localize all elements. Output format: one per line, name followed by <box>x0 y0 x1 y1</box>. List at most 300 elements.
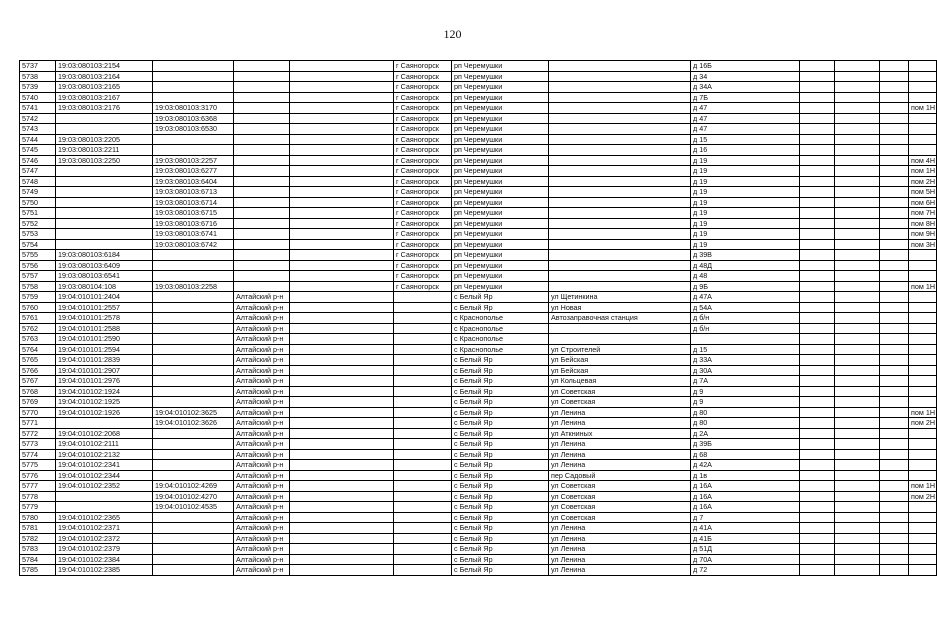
premises-cell: пом 6Н <box>909 197 937 208</box>
house-cell: д 42А <box>691 460 800 471</box>
table-row <box>20 82 937 93</box>
col-10-cell <box>835 145 880 156</box>
col-11-cell <box>880 554 909 565</box>
house-cell: д 19 <box>691 229 800 240</box>
row-number-cell: 5759 <box>20 292 56 303</box>
settlement-cell: с Краснополье <box>452 323 549 334</box>
district-cell <box>234 92 290 103</box>
district-cell <box>234 239 290 250</box>
col-11-cell <box>880 229 909 240</box>
col-10-cell <box>835 166 880 177</box>
city-cell <box>394 460 452 471</box>
house-cell <box>691 334 800 345</box>
street-cell <box>549 271 691 282</box>
col-4-cell <box>290 355 394 366</box>
col-11-cell <box>880 481 909 492</box>
row-number-cell: 5760 <box>20 302 56 313</box>
linked-cadastral-number-cell <box>153 355 234 366</box>
col-10-cell <box>835 281 880 292</box>
city-cell <box>394 397 452 408</box>
col-4-cell <box>290 407 394 418</box>
col-10-cell <box>835 208 880 219</box>
col-10-cell <box>835 397 880 408</box>
linked-cadastral-number-cell <box>153 61 234 72</box>
cadastral-number-cell <box>56 197 153 208</box>
col-9-cell <box>800 82 835 93</box>
cadastral-number-cell: 19:04:010101:2557 <box>56 302 153 313</box>
city-cell: г Саяногорск <box>394 82 452 93</box>
col-10-cell <box>835 544 880 555</box>
col-11-cell <box>880 145 909 156</box>
linked-cadastral-number-cell <box>153 271 234 282</box>
district-cell <box>234 208 290 219</box>
city-cell <box>394 449 452 460</box>
linked-cadastral-number-cell <box>153 313 234 324</box>
col-10-cell <box>835 355 880 366</box>
house-cell: д 33А <box>691 355 800 366</box>
settlement-cell: с Белый Яр <box>452 386 549 397</box>
linked-cadastral-number-cell <box>153 565 234 576</box>
col-9-cell <box>800 565 835 576</box>
col-4-cell <box>290 376 394 387</box>
col-10-cell <box>835 533 880 544</box>
cadastral-number-cell: 19:04:010101:2404 <box>56 292 153 303</box>
col-11-cell <box>880 460 909 471</box>
table-row <box>20 71 937 82</box>
col-10-cell <box>835 113 880 124</box>
row-number-cell: 5773 <box>20 439 56 450</box>
col-11-cell <box>880 208 909 219</box>
street-cell: ул Ленина <box>549 439 691 450</box>
city-cell <box>394 407 452 418</box>
premises-cell: пом 1Н <box>909 407 937 418</box>
street-cell: ул Ленина <box>549 565 691 576</box>
table-row <box>20 218 937 229</box>
col-4-cell <box>290 365 394 376</box>
linked-cadastral-number-cell <box>153 533 234 544</box>
street-cell: ул Бейская <box>549 355 691 366</box>
row-number-cell: 5757 <box>20 271 56 282</box>
col-10-cell <box>835 365 880 376</box>
linked-cadastral-number-cell <box>153 470 234 481</box>
city-cell <box>394 439 452 450</box>
cadastral-number-cell: 19:03:080103:2164 <box>56 71 153 82</box>
linked-cadastral-number-cell <box>153 376 234 387</box>
linked-cadastral-number-cell: 19:03:080103:2257 <box>153 155 234 166</box>
street-cell: ул Ленина <box>549 449 691 460</box>
settlement-cell: рп Черемушки <box>452 103 549 114</box>
district-cell <box>234 103 290 114</box>
premises-cell: пом 1Н <box>909 481 937 492</box>
district-cell <box>234 260 290 271</box>
premises-cell: пом 8Н <box>909 218 937 229</box>
cadastral-number-cell: 19:04:010101:2578 <box>56 313 153 324</box>
house-cell: д 54А <box>691 302 800 313</box>
linked-cadastral-number-cell: 19:03:080103:6404 <box>153 176 234 187</box>
linked-cadastral-number-cell: 19:03:080103:3170 <box>153 103 234 114</box>
cadastral-number-cell: 19:03:080103:6541 <box>56 271 153 282</box>
col-4-cell <box>290 449 394 460</box>
linked-cadastral-number-cell <box>153 145 234 156</box>
premises-cell <box>909 71 937 82</box>
cadastral-number-cell: 19:04:010101:2594 <box>56 344 153 355</box>
district-cell: Алтайский р-н <box>234 365 290 376</box>
col-4-cell <box>290 250 394 261</box>
cadastral-number-cell <box>56 166 153 177</box>
city-cell <box>394 428 452 439</box>
col-9-cell <box>800 218 835 229</box>
col-4-cell <box>290 292 394 303</box>
col-9-cell <box>800 197 835 208</box>
settlement-cell: с Белый Яр <box>452 502 549 513</box>
row-number-cell: 5764 <box>20 344 56 355</box>
col-9-cell <box>800 271 835 282</box>
house-cell: д 16А <box>691 491 800 502</box>
street-cell: ул Ленина <box>549 544 691 555</box>
cadastral-number-cell: 19:04:010102:1924 <box>56 386 153 397</box>
cadastral-number-cell: 19:04:010102:2132 <box>56 449 153 460</box>
settlement-cell: рп Черемушки <box>452 155 549 166</box>
table-row <box>20 565 937 576</box>
street-cell <box>549 61 691 72</box>
settlement-cell: с Белый Яр <box>452 491 549 502</box>
district-cell: Алтайский р-н <box>234 554 290 565</box>
settlement-cell: рп Черемушки <box>452 92 549 103</box>
table-body <box>20 61 937 576</box>
table-row <box>20 302 937 313</box>
table-row <box>20 376 937 387</box>
premises-cell: пом 2Н <box>909 418 937 429</box>
linked-cadastral-number-cell <box>153 250 234 261</box>
city-cell: г Саяногорск <box>394 155 452 166</box>
district-cell <box>234 218 290 229</box>
district-cell: Алтайский р-н <box>234 460 290 471</box>
linked-cadastral-number-cell: 19:03:080103:6741 <box>153 229 234 240</box>
premises-cell: пом 9Н <box>909 229 937 240</box>
premises-cell <box>909 313 937 324</box>
street-cell: ул Ленина <box>549 407 691 418</box>
row-number-cell: 5777 <box>20 481 56 492</box>
col-9-cell <box>800 292 835 303</box>
district-cell <box>234 71 290 82</box>
col-11-cell <box>880 292 909 303</box>
district-cell <box>234 281 290 292</box>
city-cell: г Саяногорск <box>394 229 452 240</box>
premises-cell <box>909 523 937 534</box>
col-10-cell <box>835 260 880 271</box>
house-cell: д 19 <box>691 208 800 219</box>
table-row <box>20 418 937 429</box>
table-row <box>20 397 937 408</box>
table-row <box>20 386 937 397</box>
premises-cell: пом 2Н <box>909 491 937 502</box>
linked-cadastral-number-cell <box>153 292 234 303</box>
premises-cell <box>909 554 937 565</box>
col-4-cell <box>290 470 394 481</box>
settlement-cell: рп Черемушки <box>452 166 549 177</box>
cadastral-number-cell: 19:04:010101:2907 <box>56 365 153 376</box>
settlement-cell: рп Черемушки <box>452 271 549 282</box>
col-4-cell <box>290 145 394 156</box>
district-cell: Алтайский р-н <box>234 344 290 355</box>
house-cell: д 72 <box>691 565 800 576</box>
street-cell: ул Ленина <box>549 533 691 544</box>
city-cell: г Саяногорск <box>394 239 452 250</box>
col-10-cell <box>835 481 880 492</box>
col-9-cell <box>800 334 835 345</box>
premises-cell: пом 1Н <box>909 103 937 114</box>
premises-cell <box>909 271 937 282</box>
premises-cell <box>909 344 937 355</box>
linked-cadastral-number-cell: 19:04:010102:4535 <box>153 502 234 513</box>
city-cell: г Саяногорск <box>394 113 452 124</box>
premises-cell <box>909 260 937 271</box>
col-10-cell <box>835 124 880 135</box>
col-4-cell <box>290 418 394 429</box>
street-cell: ул Ленина <box>549 523 691 534</box>
col-9-cell <box>800 71 835 82</box>
col-4-cell <box>290 334 394 345</box>
col-11-cell <box>880 428 909 439</box>
col-4-cell <box>290 271 394 282</box>
table-row <box>20 355 937 366</box>
house-cell: д б/н <box>691 323 800 334</box>
row-number-cell: 5781 <box>20 523 56 534</box>
col-9-cell <box>800 397 835 408</box>
cadastral-number-cell: 19:03:080103:2154 <box>56 61 153 72</box>
district-cell: Алтайский р-н <box>234 302 290 313</box>
settlement-cell: рп Черемушки <box>452 239 549 250</box>
cadastral-number-cell: 19:04:010102:1925 <box>56 397 153 408</box>
district-cell <box>234 187 290 198</box>
col-11-cell <box>880 565 909 576</box>
street-cell: ул Советская <box>549 386 691 397</box>
col-4-cell <box>290 512 394 523</box>
settlement-cell: рп Черемушки <box>452 281 549 292</box>
col-9-cell <box>800 281 835 292</box>
premises-cell <box>909 82 937 93</box>
col-4-cell <box>290 260 394 271</box>
col-4-cell <box>290 460 394 471</box>
street-cell <box>549 134 691 145</box>
col-4-cell <box>290 428 394 439</box>
row-number-cell: 5774 <box>20 449 56 460</box>
table-row <box>20 250 937 261</box>
district-cell: Алтайский р-н <box>234 439 290 450</box>
table-row <box>20 533 937 544</box>
col-4-cell <box>290 208 394 219</box>
table-row <box>20 407 937 418</box>
cadastral-number-cell: 19:04:010102:2365 <box>56 512 153 523</box>
col-11-cell <box>880 134 909 145</box>
premises-cell: пом 4Н <box>909 155 937 166</box>
col-11-cell <box>880 491 909 502</box>
city-cell <box>394 365 452 376</box>
premises-cell <box>909 302 937 313</box>
district-cell: Алтайский р-н <box>234 386 290 397</box>
house-cell: д 19 <box>691 239 800 250</box>
row-number-cell: 5770 <box>20 407 56 418</box>
col-10-cell <box>835 460 880 471</box>
cadastral-number-cell: 19:04:010101:2590 <box>56 334 153 345</box>
district-cell: Алтайский р-н <box>234 355 290 366</box>
col-11-cell <box>880 281 909 292</box>
linked-cadastral-number-cell: 19:04:010102:4270 <box>153 491 234 502</box>
table-row <box>20 344 937 355</box>
cadastral-number-cell: 19:04:010102:2068 <box>56 428 153 439</box>
settlement-cell: с Белый Яр <box>452 544 549 555</box>
table-row <box>20 176 937 187</box>
premises-cell <box>909 533 937 544</box>
district-cell: Алтайский р-н <box>234 523 290 534</box>
house-cell: д 70А <box>691 554 800 565</box>
settlement-cell: с Белый Яр <box>452 565 549 576</box>
col-4-cell <box>290 302 394 313</box>
col-11-cell <box>880 103 909 114</box>
settlement-cell: с Белый Яр <box>452 292 549 303</box>
settlement-cell: с Белый Яр <box>452 428 549 439</box>
city-cell: г Саяногорск <box>394 250 452 261</box>
house-cell: д 41Б <box>691 533 800 544</box>
house-cell: д 19 <box>691 197 800 208</box>
settlement-cell: рп Черемушки <box>452 124 549 135</box>
col-9-cell <box>800 92 835 103</box>
street-cell: ул Советская <box>549 512 691 523</box>
street-cell <box>549 187 691 198</box>
col-11-cell <box>880 365 909 376</box>
house-cell: д 39В <box>691 250 800 261</box>
city-cell: г Саяногорск <box>394 166 452 177</box>
street-cell: ул Советская <box>549 502 691 513</box>
district-cell <box>234 155 290 166</box>
linked-cadastral-number-cell <box>153 92 234 103</box>
house-cell: д 19 <box>691 218 800 229</box>
row-number-cell: 5784 <box>20 554 56 565</box>
col-10-cell <box>835 229 880 240</box>
settlement-cell: с Белый Яр <box>452 418 549 429</box>
street-cell <box>549 239 691 250</box>
row-number-cell: 5785 <box>20 565 56 576</box>
row-number-cell: 5769 <box>20 397 56 408</box>
col-11-cell <box>880 166 909 177</box>
district-cell <box>234 61 290 72</box>
col-10-cell <box>835 292 880 303</box>
col-9-cell <box>800 470 835 481</box>
cadastral-number-cell <box>56 239 153 250</box>
table-row <box>20 292 937 303</box>
city-cell: г Саяногорск <box>394 176 452 187</box>
linked-cadastral-number-cell <box>153 512 234 523</box>
settlement-cell: рп Черемушки <box>452 208 549 219</box>
table-row <box>20 208 937 219</box>
street-cell: ул Новая <box>549 302 691 313</box>
street-cell <box>549 145 691 156</box>
col-11-cell <box>880 92 909 103</box>
street-cell <box>549 103 691 114</box>
district-cell <box>234 145 290 156</box>
linked-cadastral-number-cell <box>153 260 234 271</box>
col-10-cell <box>835 491 880 502</box>
row-number-cell: 5739 <box>20 82 56 93</box>
col-11-cell <box>880 397 909 408</box>
col-9-cell <box>800 155 835 166</box>
house-cell: д 9 <box>691 397 800 408</box>
row-number-cell: 5755 <box>20 250 56 261</box>
premises-cell <box>909 376 937 387</box>
street-cell: ул Бейская <box>549 365 691 376</box>
settlement-cell: с Краснополье <box>452 313 549 324</box>
district-cell <box>234 229 290 240</box>
row-number-cell: 5765 <box>20 355 56 366</box>
street-cell: ул Ленина <box>549 554 691 565</box>
col-4-cell <box>290 502 394 513</box>
row-number-cell: 5776 <box>20 470 56 481</box>
col-11-cell <box>880 439 909 450</box>
street-cell <box>549 323 691 334</box>
col-10-cell <box>835 302 880 313</box>
city-cell: г Саяногорск <box>394 92 452 103</box>
street-cell: Автозаправочная станция <box>549 313 691 324</box>
city-cell: г Саяногорск <box>394 71 452 82</box>
linked-cadastral-number-cell <box>153 397 234 408</box>
district-cell: Алтайский р-н <box>234 407 290 418</box>
premises-cell <box>909 544 937 555</box>
house-cell: д 47 <box>691 124 800 135</box>
house-cell: д 68 <box>691 449 800 460</box>
linked-cadastral-number-cell: 19:03:080103:6742 <box>153 239 234 250</box>
row-number-cell: 5754 <box>20 239 56 250</box>
col-10-cell <box>835 470 880 481</box>
street-cell <box>549 124 691 135</box>
col-9-cell <box>800 523 835 534</box>
house-cell: д 19 <box>691 166 800 177</box>
cadastral-number-cell: 19:04:010102:1926 <box>56 407 153 418</box>
col-9-cell <box>800 481 835 492</box>
house-cell: д 39Б <box>691 439 800 450</box>
district-cell: Алтайский р-н <box>234 449 290 460</box>
cadastral-number-cell: 19:04:010102:2384 <box>56 554 153 565</box>
street-cell: ул Кольцевая <box>549 376 691 387</box>
street-cell <box>549 229 691 240</box>
cadastral-number-cell <box>56 208 153 219</box>
house-cell: д 34А <box>691 82 800 93</box>
house-cell: д 80 <box>691 418 800 429</box>
house-cell: д 19 <box>691 187 800 198</box>
col-4-cell <box>290 386 394 397</box>
table-row <box>20 134 937 145</box>
premises-cell <box>909 512 937 523</box>
table-row <box>20 512 937 523</box>
linked-cadastral-number-cell <box>153 544 234 555</box>
city-cell: г Саяногорск <box>394 187 452 198</box>
premises-cell <box>909 134 937 145</box>
col-4-cell <box>290 344 394 355</box>
premises-cell: пом 3Н <box>909 239 937 250</box>
table-row <box>20 145 937 156</box>
row-number-cell: 5740 <box>20 92 56 103</box>
table-row <box>20 260 937 271</box>
table-row <box>20 155 937 166</box>
city-cell <box>394 313 452 324</box>
row-number-cell: 5745 <box>20 145 56 156</box>
cadastral-number-cell <box>56 491 153 502</box>
city-cell <box>394 302 452 313</box>
street-cell <box>549 250 691 261</box>
linked-cadastral-number-cell: 19:03:080103:6713 <box>153 187 234 198</box>
col-10-cell <box>835 197 880 208</box>
col-10-cell <box>835 176 880 187</box>
premises-cell: пом 1Н <box>909 166 937 177</box>
